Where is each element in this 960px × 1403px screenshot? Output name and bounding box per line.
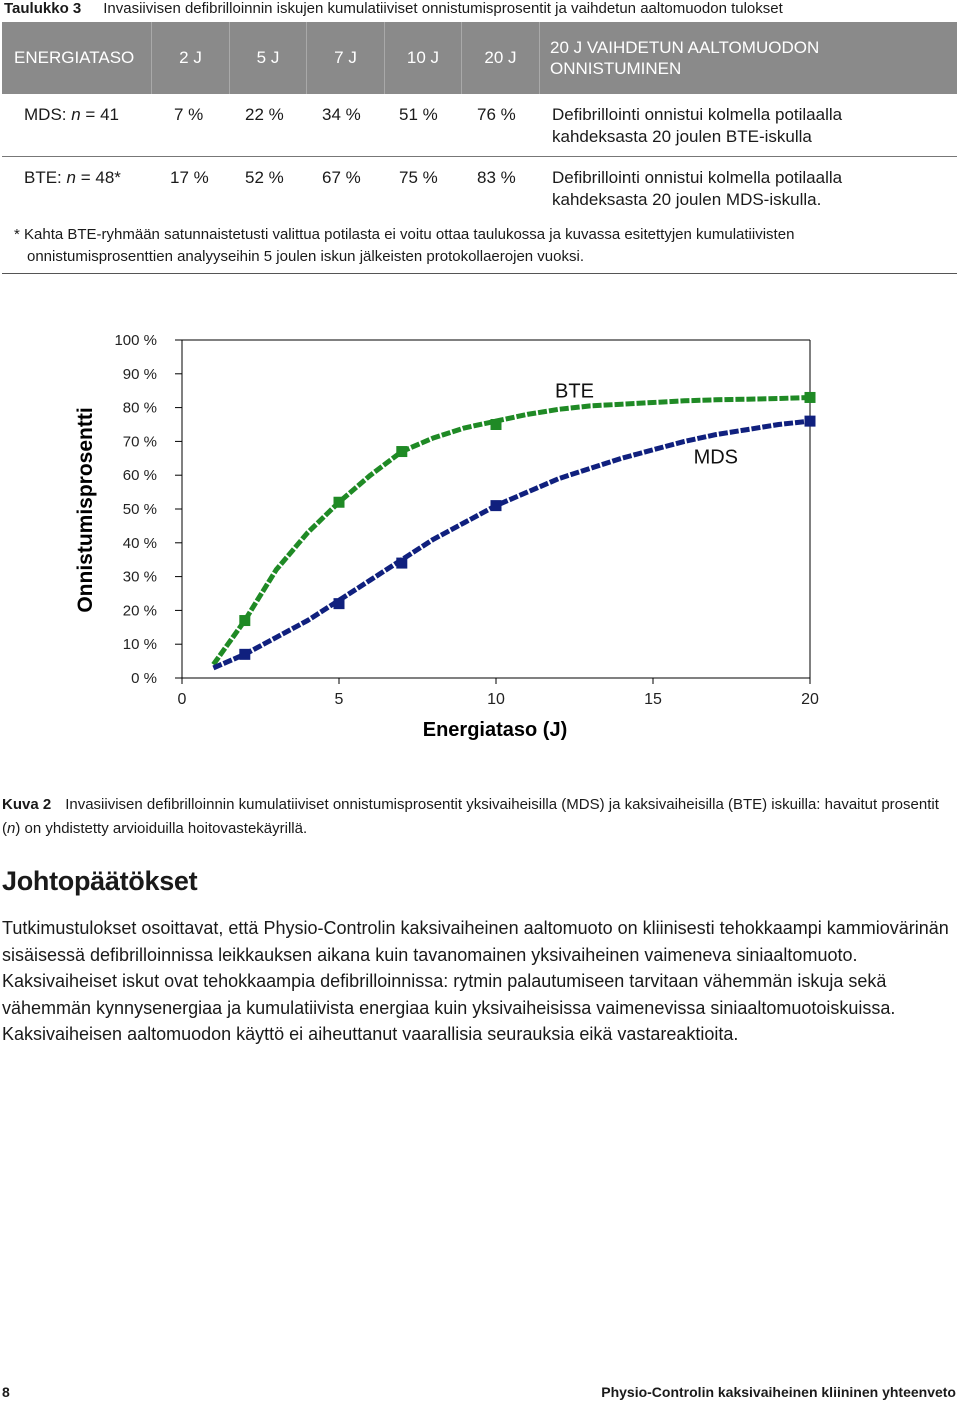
row-group: BTE:: [24, 168, 67, 187]
series-mds-point: [396, 558, 407, 569]
cell-2j: 17 %: [170, 168, 209, 187]
footnote-line2: onnistumisprosenttien analyyseihin 5 joulen iskun jälkeisten protokollaerojen vuoksi.: [27, 248, 584, 265]
y-tick-label: 20 %: [122, 602, 157, 620]
row-n-value: = 41: [80, 105, 119, 124]
header-5j: 5 J: [230, 22, 307, 94]
cell-5j: 22 %: [245, 105, 284, 124]
series-bte-point: [805, 392, 816, 403]
x-axis-label: Energiataso (J): [422, 719, 568, 741]
series-bte-point: [396, 446, 407, 457]
table-row-divider: [2, 156, 957, 157]
series-bte-point: [334, 497, 345, 508]
figure-caption-part1: Invasiivisen defibrilloinnin kumulatiiviset onnistumisprosentit yksivaiheisilla (MDS) ja kaksivaiheisilla (BTE) iskuilla: havaitut prosentit (: [2, 796, 939, 837]
x-tick-label: 10: [487, 691, 505, 708]
x-axis-ticks: [178, 678, 819, 708]
cell-20j: 83 %: [477, 168, 516, 187]
series-bte-label: BTE: [555, 380, 594, 403]
page-number: 8: [2, 1384, 10, 1400]
y-tick-label: 100 %: [114, 332, 157, 349]
row-label: [24, 167, 121, 189]
cell-10j: 51 %: [399, 105, 438, 124]
y-tick-label: 80 %: [122, 399, 157, 417]
cell-7j: 34 %: [322, 105, 361, 124]
x-tick-label: 5: [334, 691, 344, 708]
cell-note-line1: Defibrillointi onnistui kolmella potilaalla: [552, 105, 843, 124]
cell-7j: 67 %: [322, 168, 361, 187]
table-row-bte: [2, 167, 957, 217]
cell-20j: 76 %: [477, 105, 516, 124]
line-chart: [0, 300, 960, 760]
series-bte-point: [491, 419, 502, 430]
table-row-mds: [2, 104, 957, 154]
series-mds-point: [805, 416, 816, 427]
row-group: MDS:: [24, 105, 72, 124]
cell-2j: 7 %: [174, 105, 204, 124]
figure-caption-n: n: [7, 820, 16, 837]
footer-title: Physio-Controlin kaksivaiheinen kliininen yhteenveto: [601, 1384, 956, 1400]
table-header: [2, 22, 957, 94]
table-caption: [4, 0, 783, 18]
row-n-value: = 48*: [75, 168, 121, 187]
y-tick-label: 60 %: [122, 467, 157, 485]
y-tick-label: 0 %: [131, 670, 157, 687]
figure-caption-label: Kuva 2: [2, 796, 52, 813]
header-20j: 20 J: [462, 22, 540, 94]
figure-caption-part2: ) on yhdistetty arvioiduilla hoitovastekäyrillä.: [15, 820, 308, 837]
cell-note-line1: Defibrillointi onnistui kolmella potilaalla: [552, 168, 843, 187]
cell-note-line2: kahdeksasta 20 joulen BTE-iskulla: [552, 127, 812, 146]
header-2j: 2 J: [152, 22, 230, 94]
series-layer: [213, 380, 815, 667]
series-mds-point: [239, 649, 250, 660]
header-energiataso: ENERGIATASO: [2, 22, 152, 94]
y-tick-label: 30 %: [122, 568, 157, 586]
body-paragraph: Tutkimustulokset osoittavat, että Physio-Controlin kaksivaiheinen aaltomuoto on kliinisesti tehokkaampi kammiovärinän sisäisessä defibrilloinnissa leikkauksen aikana kuin tavanomainen yksivaiheinen vaimeneva siniaaltomuoto. Kaksivaiheiset iskut ovat tehokkaampia defibrilloinnissa: rytmin palautumiseen tarvitaan vähemmän iskuja sekä vähemmän kynnysenergiaa ja kumulatiivista energiaa kuin yksivaiheisissa vaimenevissa siniaaltomuotoiskuissa. Kaksivaiheisen aaltomuodon käyttö ei aiheuttanut vaarallisia seurauksia eikä vastareaktioita.: [2, 918, 949, 1044]
series-mds-point: [491, 500, 502, 511]
y-axis-ticks: [114, 332, 182, 687]
y-tick-label: 70 %: [122, 433, 157, 451]
cell-10j: 75 %: [399, 168, 438, 187]
header-vaihdettu: 20 J VAIHDETUN AALTOMUODON ONNISTUMINEN: [550, 38, 820, 78]
table-caption-text: Invasiivisen defibrilloinnin iskujen kumulatiiviset onnistumisprosentit ja vaihdetun aaltomuodon tulokset: [103, 0, 783, 17]
table-footnote: [14, 224, 944, 268]
series-bte-point: [239, 615, 250, 626]
series-mds-point: [334, 598, 345, 609]
header-7j: 7 J: [307, 22, 385, 94]
footnote-line1: * Kahta BTE-ryhmään satunnaistetusti valittua potilasta ei voitu ottaa taulukossa ja kuvassa esitettyjen kumulatiivisten: [14, 226, 795, 243]
x-tick-label: 20: [801, 691, 819, 708]
y-tick-label: 50 %: [122, 501, 157, 518]
y-tick-label: 10 %: [122, 636, 157, 654]
x-tick-label: 0: [177, 691, 187, 708]
y-tick-label: 40 %: [122, 534, 157, 552]
row-n-symbol: n: [71, 105, 81, 124]
table-caption-label: Taulukko 3: [4, 0, 82, 17]
row-label: [24, 104, 119, 126]
y-axis-label: Onnistumisprosentti: [74, 407, 97, 613]
table-bottom-rule: [2, 273, 957, 274]
x-tick-label: 15: [644, 691, 662, 708]
cell-note-line2: kahdeksasta 20 joulen MDS-iskulla.: [552, 190, 822, 209]
y-tick-label: 90 %: [122, 365, 157, 383]
section-heading: Johtopäätökset: [2, 866, 198, 896]
header-10j: 10 J: [385, 22, 462, 94]
series-mds-label: MDS: [693, 446, 739, 469]
figure-caption: [2, 793, 957, 841]
cell-5j: 52 %: [245, 168, 284, 187]
row-n-symbol: n: [66, 168, 76, 187]
